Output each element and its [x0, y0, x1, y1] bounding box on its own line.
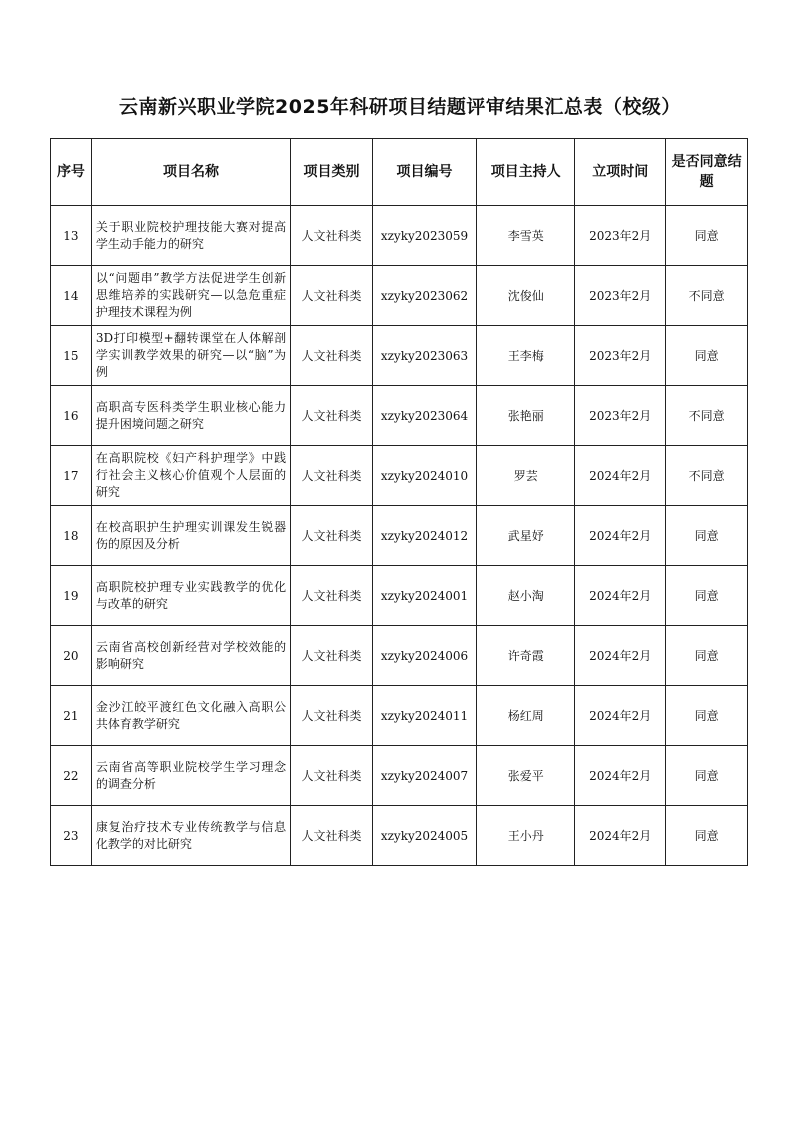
cell-category: 人文社科类	[291, 266, 373, 326]
cell-project-name: 以“问题串”教学方法促进学生创新思维培养的实践研究—以急危重症护理技术课程为例	[91, 266, 290, 326]
cell-category: 人文社科类	[291, 626, 373, 686]
cell-host: 李雪英	[477, 206, 575, 266]
cell-project-code: xzyky2023064	[372, 386, 476, 446]
cell-category: 人文社科类	[291, 326, 373, 386]
cell-project-code: xzyky2024012	[372, 506, 476, 566]
cell-index: 16	[51, 386, 92, 446]
table-row	[51, 746, 748, 806]
results-table	[50, 138, 748, 866]
cell-agree: 不同意	[666, 266, 748, 326]
table-row	[51, 506, 748, 566]
cell-approval-date: 2024年2月	[575, 506, 666, 566]
cell-category: 人文社科类	[291, 566, 373, 626]
cell-agree: 同意	[666, 506, 748, 566]
cell-agree: 同意	[666, 566, 748, 626]
cell-approval-date: 2023年2月	[575, 326, 666, 386]
cell-agree: 同意	[666, 626, 748, 686]
cell-index: 14	[51, 266, 92, 326]
cell-index: 23	[51, 806, 92, 866]
table-row	[51, 626, 748, 686]
cell-approval-date: 2023年2月	[575, 386, 666, 446]
cell-category: 人文社科类	[291, 386, 373, 446]
table-row	[51, 386, 748, 446]
cell-approval-date: 2023年2月	[575, 206, 666, 266]
cell-project-name: 在校高职护生护理实训课发生锐器伤的原因及分析	[91, 506, 290, 566]
cell-approval-date: 2024年2月	[575, 626, 666, 686]
cell-approval-date: 2024年2月	[575, 566, 666, 626]
cell-index: 17	[51, 446, 92, 506]
cell-index: 15	[51, 326, 92, 386]
header-project-name: 项目名称	[91, 139, 290, 206]
header-index: 序号	[51, 139, 92, 206]
table-row	[51, 446, 748, 506]
table-row	[51, 806, 748, 866]
cell-project-code: xzyky2024010	[372, 446, 476, 506]
cell-host: 王李梅	[477, 326, 575, 386]
cell-host: 张爱平	[477, 746, 575, 806]
cell-project-code: xzyky2023059	[372, 206, 476, 266]
header-agree: 是否同意结题	[666, 139, 748, 206]
cell-host: 杨红周	[477, 686, 575, 746]
cell-agree: 不同意	[666, 386, 748, 446]
header-host: 项目主持人	[477, 139, 575, 206]
cell-category: 人文社科类	[291, 206, 373, 266]
cell-project-code: xzyky2024006	[372, 626, 476, 686]
cell-project-name: 云南省高等职业院校学生学习理念的调查分析	[91, 746, 290, 806]
cell-host: 赵小淘	[477, 566, 575, 626]
cell-approval-date: 2024年2月	[575, 446, 666, 506]
cell-approval-date: 2024年2月	[575, 746, 666, 806]
table-row	[51, 566, 748, 626]
cell-host: 沈俊仙	[477, 266, 575, 326]
cell-project-name: 金沙江皎平渡红色文化融入高职公共体育教学研究	[91, 686, 290, 746]
cell-project-code: xzyky2023063	[372, 326, 476, 386]
cell-project-name: 康复治疗技术专业传统教学与信息化教学的对比研究	[91, 806, 290, 866]
cell-project-name: 高职高专医科类学生职业核心能力提升困境问题之研究	[91, 386, 290, 446]
cell-project-code: xzyky2024011	[372, 686, 476, 746]
cell-index: 21	[51, 686, 92, 746]
cell-category: 人文社科类	[291, 746, 373, 806]
cell-category: 人文社科类	[291, 446, 373, 506]
cell-approval-date: 2024年2月	[575, 686, 666, 746]
header-approval-date: 立项时间	[575, 139, 666, 206]
cell-approval-date: 2023年2月	[575, 266, 666, 326]
cell-index: 18	[51, 506, 92, 566]
cell-agree: 同意	[666, 686, 748, 746]
cell-project-name: 在高职院校《妇产科护理学》中践行社会主义核心价值观个人层面的研究	[91, 446, 290, 506]
header-project-code: 项目编号	[372, 139, 476, 206]
cell-index: 19	[51, 566, 92, 626]
cell-project-code: xzyky2024005	[372, 806, 476, 866]
cell-agree: 同意	[666, 326, 748, 386]
cell-project-name: 云南省高校创新经营对学校效能的影响研究	[91, 626, 290, 686]
cell-agree: 同意	[666, 206, 748, 266]
cell-host: 罗芸	[477, 446, 575, 506]
cell-index: 22	[51, 746, 92, 806]
cell-project-code: xzyky2024001	[372, 566, 476, 626]
table-row	[51, 326, 748, 386]
table-row	[51, 686, 748, 746]
cell-host: 王小丹	[477, 806, 575, 866]
header-category: 项目类别	[291, 139, 373, 206]
cell-host: 许奇霞	[477, 626, 575, 686]
cell-index: 20	[51, 626, 92, 686]
cell-approval-date: 2024年2月	[575, 806, 666, 866]
cell-host: 张艳丽	[477, 386, 575, 446]
cell-project-code: xzyky2023062	[372, 266, 476, 326]
cell-project-name: 3D打印模型+翻转课堂在人体解剖学实训教学效果的研究—以“脑”为例	[91, 326, 290, 386]
cell-agree: 同意	[666, 746, 748, 806]
cell-category: 人文社科类	[291, 506, 373, 566]
cell-agree: 同意	[666, 806, 748, 866]
table-header-row	[51, 139, 748, 206]
table-body	[51, 206, 748, 866]
cell-host: 武星妤	[477, 506, 575, 566]
cell-index: 13	[51, 206, 92, 266]
table-row	[51, 206, 748, 266]
cell-agree: 不同意	[666, 446, 748, 506]
cell-project-name: 关于职业院校护理技能大赛对提高学生动手能力的研究	[91, 206, 290, 266]
table-row	[51, 266, 748, 326]
cell-project-code: xzyky2024007	[372, 746, 476, 806]
page-title: 云南新兴职业学院2025年科研项目结题评审结果汇总表（校级）	[119, 96, 681, 118]
cell-category: 人文社科类	[291, 806, 373, 866]
cell-project-name: 高职院校护理专业实践教学的优化与改革的研究	[91, 566, 290, 626]
cell-category: 人文社科类	[291, 686, 373, 746]
